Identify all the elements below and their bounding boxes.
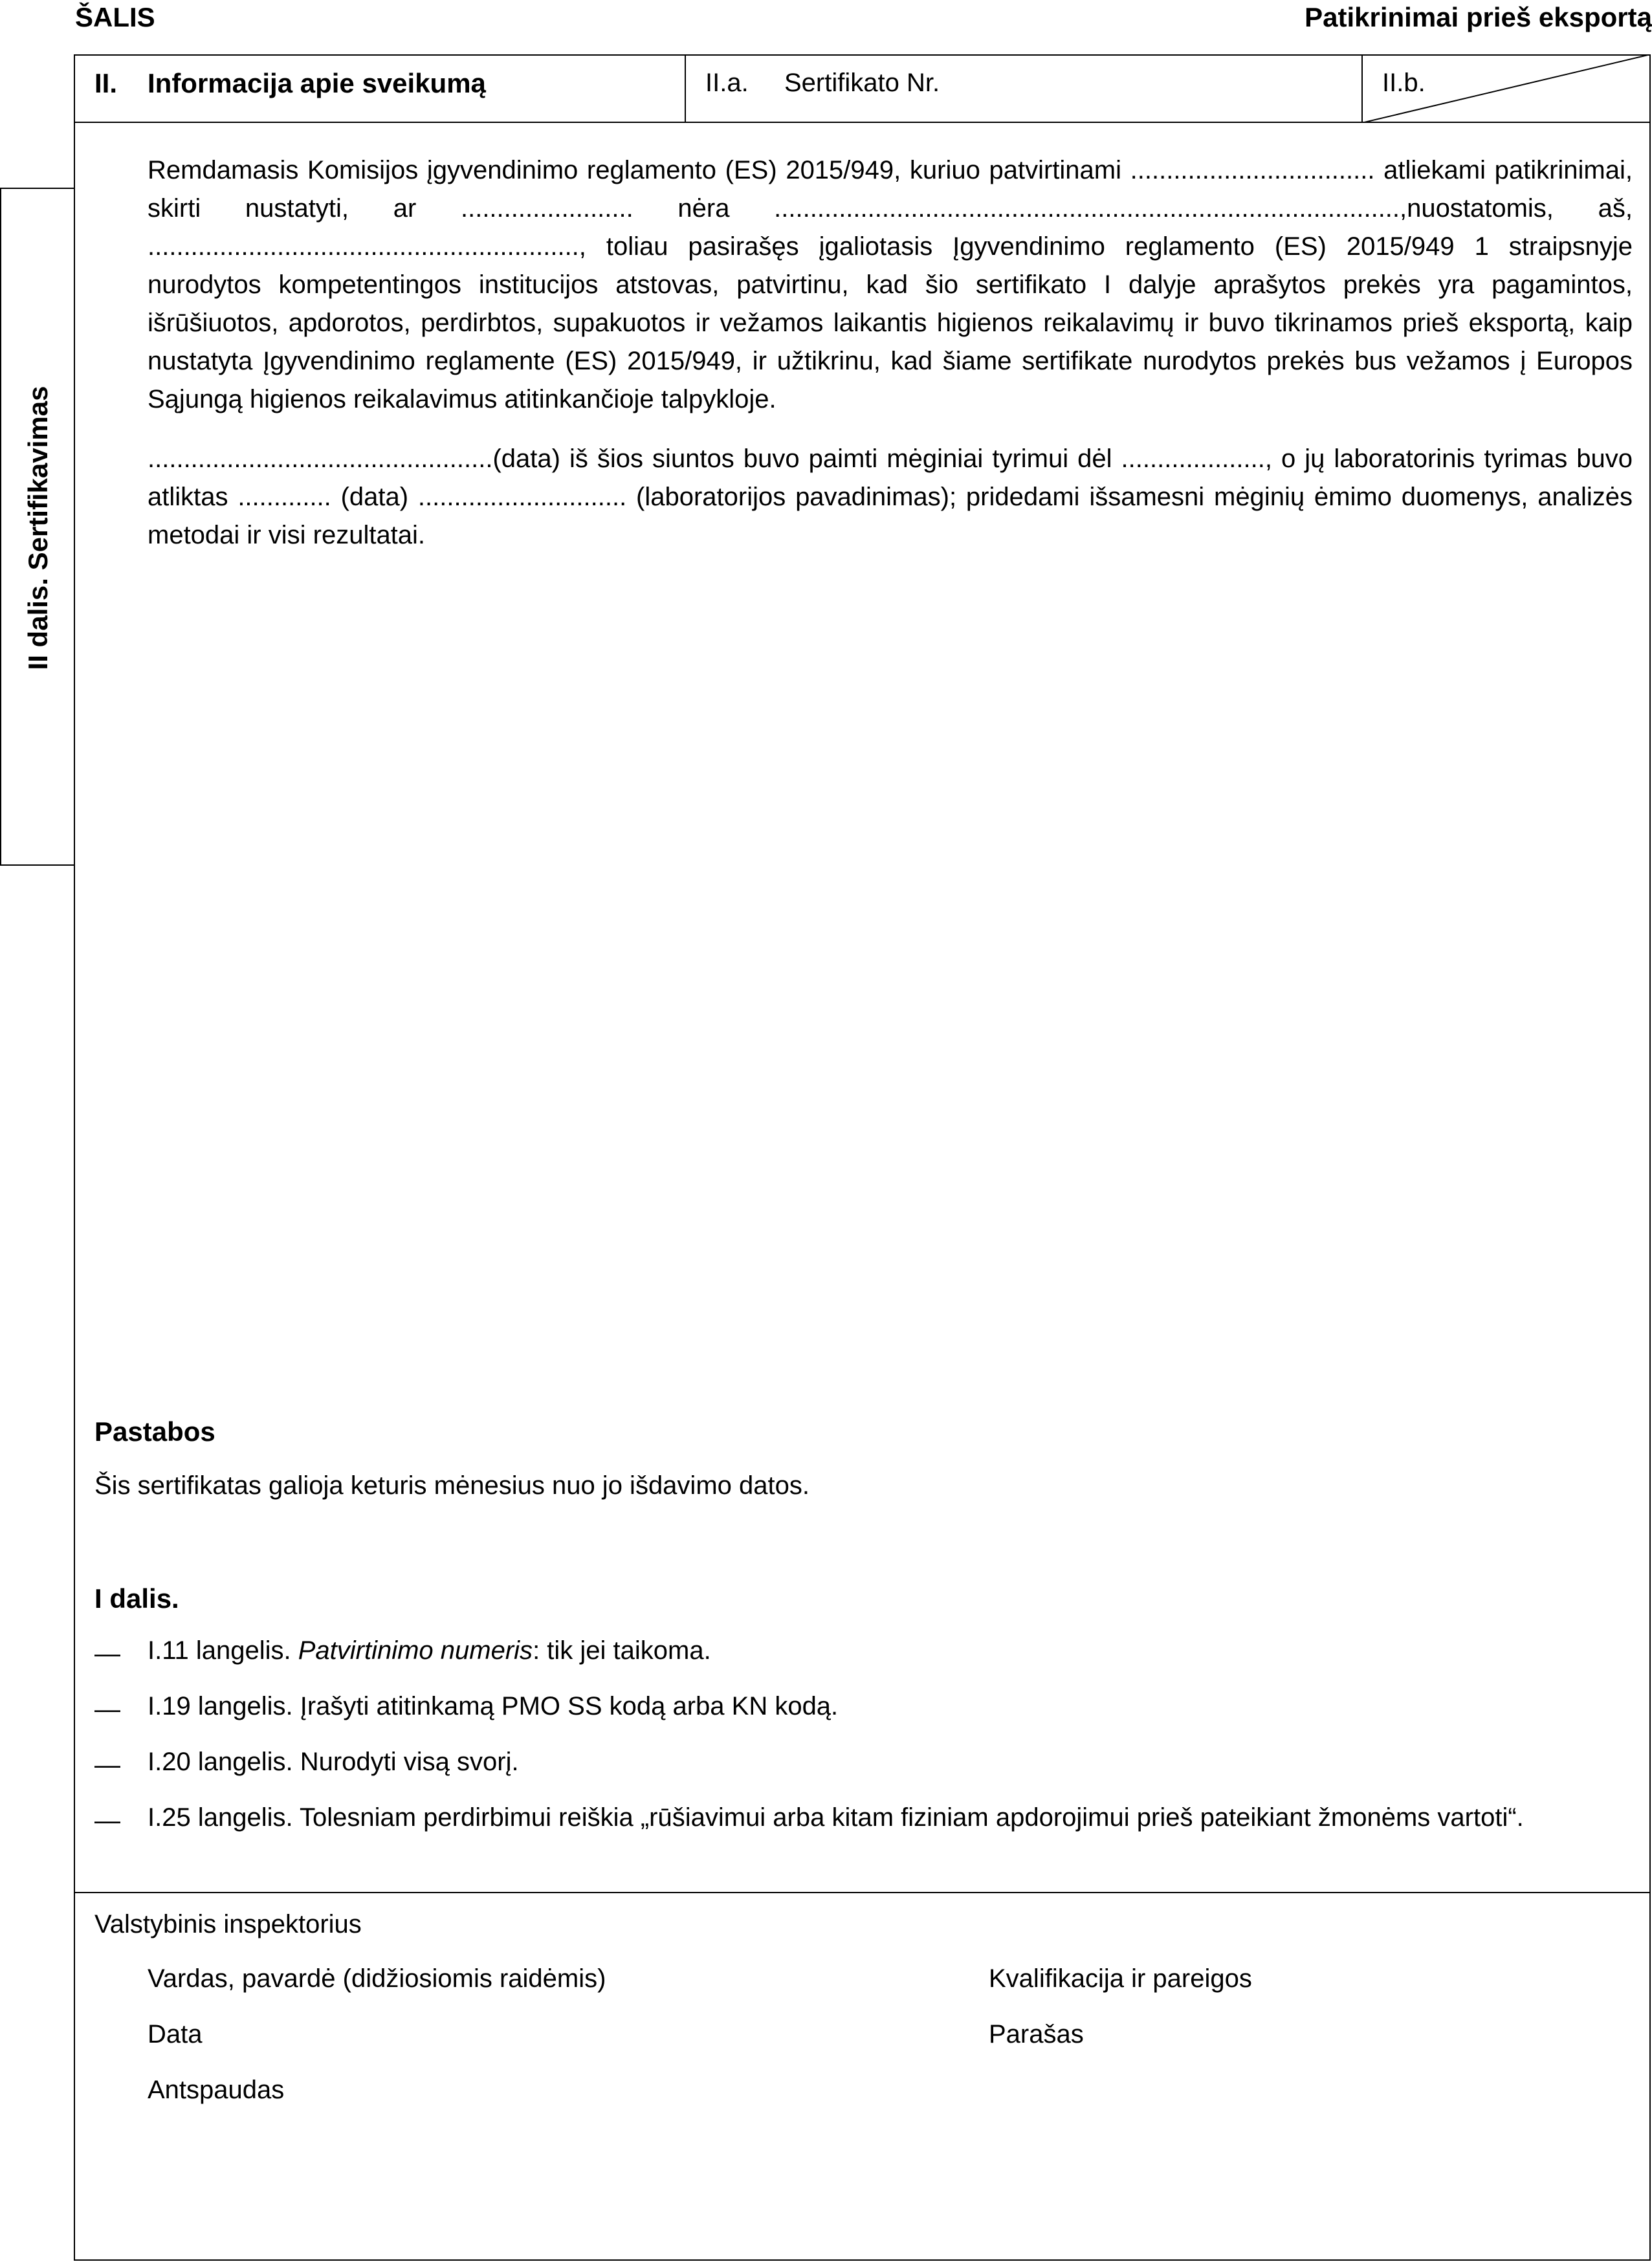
bullet-dash: —	[94, 1806, 120, 1835]
signature-divider	[74, 1892, 1651, 1893]
bullet-text: I.11 langelis.	[148, 1636, 298, 1665]
country-label: ŠALIS	[75, 2, 155, 32]
bullet-text-suffix: : tik jei taikoma.	[533, 1636, 711, 1665]
bullet-italic-text: Patvirtinimo numeris	[298, 1636, 533, 1665]
signature-label: Parašas	[989, 2020, 1084, 2048]
sampling-paragraph: ................................................(data) iš šios siuntos buvo paimti mėginiai tyrimui dėl ...................., o jų laboratorinis tyrimas buvo atliktas ............. (data) ............................. (laboratorijos pavadinimas); pridedami išsamesni mėginių ėmimo duomenys, analizės metodai ir visi rezultatai.	[148, 445, 1633, 549]
date-label: Data	[148, 2020, 203, 2048]
bullet-dash: —	[94, 1751, 120, 1779]
bullet-item: I.19 langelis. Įrašyti atitinkamą PMO SS kodą arba KN kodą.	[148, 1692, 839, 1720]
section-number: II.	[94, 68, 118, 98]
notes-heading: Pastabos	[94, 1416, 215, 1447]
bullet-item: I.20 langelis. Nurodyti visą svorį.	[148, 1748, 519, 1776]
validity-note: Šis sertifikatas galioja keturis mėnesius nuo jo išdavimo datos.	[94, 1471, 809, 1500]
cert-no-code: II.a.	[705, 69, 749, 97]
certification-paragraph: Remdamasis Komisijos įgyvendinimo reglamento (ES) 2015/949, kuriuo patvirtinami .................................. atliekami patikrinimai, skirti nustatyti, ar ........................ nėra .......................................................................................,nuostatomis, aš, ............................................................, toliau pasirašęs įgaliotasis Įgyvendinimo reglamento (ES) 2015/949 1 straipsnyje nurodytos kompetentingos institucijos atstovas, patvirtinu, kad šio sertifikato I dalyje aprašytos prekės yra pagamintos, išrūšiuotos, apdorotos, perdirbtos, supakuotos ir vežamos laikantis higienos reikalavimų ir buvo tikrinamos prieš eksportą, kaip nustatyta Įgyvendinimo reglamente (ES) 2015/949, ir užtikrinu, kad šiame sertifikate nurodytos prekės bus vežamos į Europos Sąjungą higienos reikalavimus atitinkančioje talpykloje.	[148, 156, 1633, 413]
bullet-dash: —	[94, 1695, 120, 1724]
part1-heading: I dalis.	[94, 1583, 179, 1614]
side-tab	[0, 188, 74, 866]
name-label: Vardas, pavardė (didžiosiomis raidėmis)	[148, 1964, 606, 1993]
stamp-label: Antspaudas	[148, 2076, 285, 2104]
qualification-label: Kvalifikacija ir pareigos	[989, 1964, 1252, 1993]
side-tab-label: II dalis. Sertifikavimas	[22, 386, 53, 670]
inspector-heading: Valstybinis inspektorius	[94, 1910, 362, 1938]
document-title: Patikrinimai prieš eksportą	[1305, 2, 1652, 32]
bullet-dash: —	[94, 1640, 120, 1668]
section-title: Informacija apie sveikumą	[148, 68, 486, 98]
ii-b-code: II.b.	[1382, 69, 1426, 97]
bullet-item	[148, 1632, 1633, 1669]
cell-divider-1	[685, 54, 686, 123]
cert-no-label: Sertifikato Nr.	[784, 69, 940, 97]
bullet-item: I.25 langelis. Tolesniam perdirbimui reiškia „rūšiavimui arba kitam fiziniam apdorojimui prieš pateikiant žmonėms vartoti“.	[148, 1803, 1524, 1832]
